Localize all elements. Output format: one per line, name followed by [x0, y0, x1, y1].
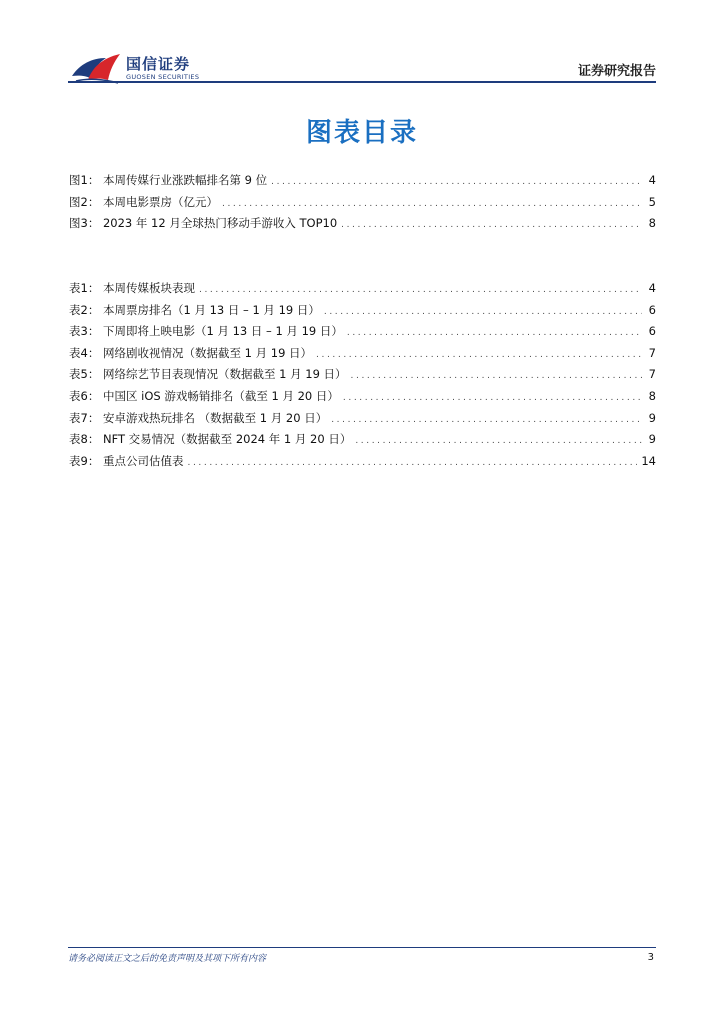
toc-entry-label: 表1： 本周传媒板块表现 — [69, 281, 195, 295]
header-divider — [68, 81, 656, 83]
toc-entry-page: 9 — [648, 410, 656, 425]
table-entry[interactable] — [69, 386, 656, 408]
toc-entry-label: 表6： 中国区 iOS 游戏畅销排名（截至 1 月 20 日） — [69, 388, 339, 403]
dot-leader — [271, 172, 642, 194]
table-entry[interactable] — [69, 451, 656, 473]
table-entry[interactable] — [69, 408, 656, 430]
dot-leader — [341, 215, 642, 237]
toc-entry-page: 6 — [648, 324, 656, 339]
figure-index — [69, 170, 656, 235]
toc-entry-page: 7 — [648, 345, 656, 360]
toc-entry-page: 8 — [648, 388, 656, 403]
dot-leader — [331, 410, 642, 432]
guosen-logo-icon — [70, 50, 122, 84]
toc-entry-label: 图2： 本周电影票房（亿元） — [69, 194, 218, 209]
toc-entry-page: 7 — [648, 367, 656, 382]
toc-entry-label: 表7： 安卓游戏热玩排名 （数据截至 1 月 20 日） — [69, 410, 328, 425]
dot-leader — [187, 453, 637, 475]
toc-entry-label: 表9： 重点公司估值表 — [69, 453, 184, 468]
page-header — [0, 0, 724, 90]
toc-title: 图表目录 — [305, 118, 418, 148]
table-entry[interactable] — [69, 300, 656, 322]
table-entry[interactable] — [69, 364, 656, 386]
figure-entry[interactable] — [69, 213, 656, 235]
report-type-label: 证券研究报告 — [577, 64, 656, 79]
logo-english-name: GUOSEN SECURITIES — [126, 73, 200, 81]
dot-leader — [222, 194, 642, 216]
toc-entry-page: 5 — [648, 194, 656, 209]
dot-leader — [324, 302, 642, 324]
toc-entry-page: 9 — [648, 432, 656, 447]
toc-entry-label: 表2： 本周票房排名（1 月 13 日 – 1 月 19 日） — [69, 302, 320, 317]
toc-entry-page: 4 — [648, 281, 656, 295]
toc-entry-page: 4 — [648, 173, 656, 187]
toc-entry-page: 6 — [648, 302, 656, 317]
toc-entry-label: 表8： NFT 交易情况（数据截至 2024 年 1 月 20 日） — [69, 432, 352, 447]
logo-chinese-name: 国信证券 — [126, 55, 191, 73]
dot-leader — [199, 280, 642, 302]
toc-entry-label: 表4： 网络剧收视情况（数据截至 1 月 19 日） — [69, 345, 313, 360]
dot-leader — [347, 323, 642, 345]
toc-entry-label: 图1： 本周传媒行业涨跌幅排名第 9 位 — [69, 173, 268, 187]
table-index — [69, 278, 656, 472]
toc-entry-label: 表5： 网络综艺节目表现情况（数据截至 1 月 19 日） — [69, 367, 347, 382]
table-entry[interactable] — [69, 278, 656, 300]
toc-entry-label: 图3： 2023 年 12 月全球热门移动手游收入 TOP10 — [69, 216, 338, 231]
table-entry[interactable] — [69, 321, 656, 343]
toc-entry-label: 表3： 下周即将上映电影（1 月 13 日 – 1 月 19 日） — [69, 324, 343, 339]
footer-divider — [68, 947, 656, 948]
dot-leader — [343, 388, 642, 410]
disclaimer-note: 请务必阅读正文之后的免责声明及其项下所有内容 — [68, 954, 267, 964]
dot-leader — [351, 366, 642, 388]
figure-entry[interactable] — [69, 170, 656, 192]
dot-leader — [316, 345, 642, 367]
table-entry[interactable] — [69, 343, 656, 365]
page-number: 3 — [647, 952, 654, 963]
dot-leader — [355, 431, 642, 453]
figure-entry[interactable] — [69, 192, 656, 214]
toc-entry-page: 8 — [648, 216, 656, 231]
table-entry[interactable] — [69, 429, 656, 451]
toc-entry-page: 14 — [641, 453, 656, 468]
